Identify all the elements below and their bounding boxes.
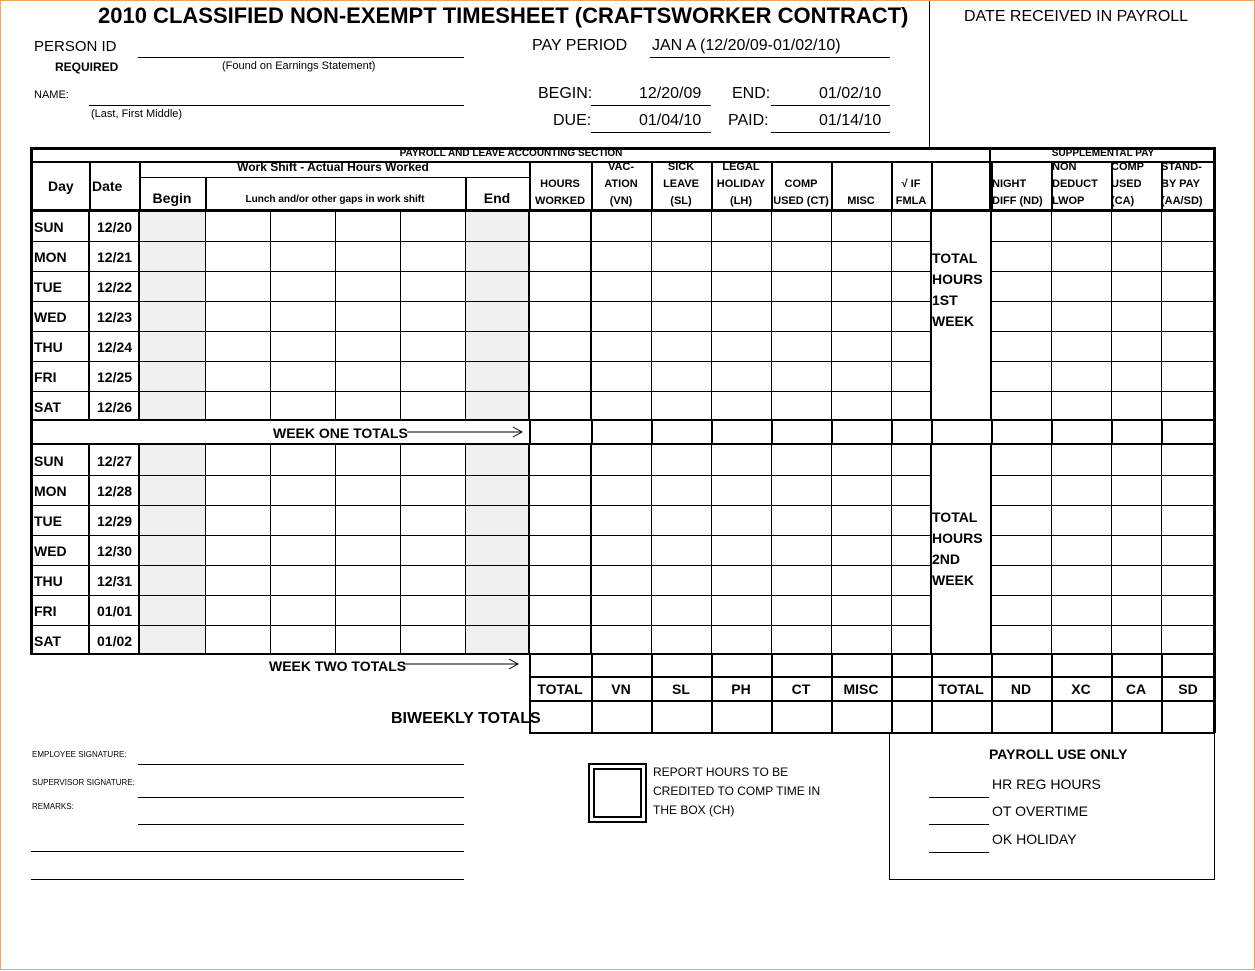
name-hint: (Last, First Middle) bbox=[91, 108, 183, 120]
week-one-totals-label: WEEK ONE TOTALS bbox=[273, 425, 408, 441]
date-label-w1-2: 12/22 bbox=[97, 279, 133, 295]
col-compused-line2: USED bbox=[1111, 178, 1142, 190]
col-comp-line1: COMP bbox=[784, 178, 818, 190]
col-vac-line3: (VN) bbox=[609, 195, 633, 207]
found-on-hint: (Found on Earnings Statement) bbox=[222, 60, 376, 72]
col-line-w2 bbox=[30, 445, 32, 653]
col-line-w2 bbox=[205, 445, 206, 653]
row-line-w1 bbox=[31, 271, 931, 272]
week-one-col bbox=[529, 419, 531, 445]
col-nondeduct-line1: NON bbox=[1052, 161, 1077, 173]
col-standby-line1: STAND- bbox=[1161, 161, 1202, 173]
total-hours-2-line4: WEEK bbox=[932, 572, 974, 588]
row-line-supp-w1 bbox=[991, 241, 1215, 242]
total-hours-1-line2: HOURS bbox=[932, 271, 983, 287]
col-legal-header bbox=[711, 159, 771, 210]
row-line-w1 bbox=[31, 361, 931, 362]
col-legal-line3: (LH) bbox=[730, 195, 752, 207]
col-line-w1 bbox=[771, 211, 772, 419]
end-label: END: bbox=[732, 85, 771, 102]
report-hours-line1: REPORT HOURS TO BE bbox=[653, 765, 789, 779]
col-line-w1 bbox=[711, 211, 712, 419]
col-line-w2 bbox=[138, 445, 140, 653]
row-line-supp-w1 bbox=[991, 331, 1215, 332]
person-id-label: PERSON ID bbox=[34, 38, 117, 55]
week-one-col bbox=[1111, 419, 1113, 445]
date-label-w2-4: 12/31 bbox=[97, 573, 133, 589]
row-line-w2 bbox=[31, 565, 931, 566]
end-shaded-col-2[interactable] bbox=[466, 445, 529, 653]
week-one-top bbox=[30, 419, 1216, 421]
row-line-w2 bbox=[31, 625, 931, 626]
total-col-right-w1 bbox=[990, 211, 992, 419]
paid-value: 01/14/10 bbox=[819, 112, 882, 129]
code-right-3: CA bbox=[1125, 681, 1147, 697]
col-line-w2 bbox=[711, 445, 712, 653]
day-label-w1-1: MON bbox=[34, 249, 67, 265]
col-line-w1 bbox=[270, 211, 271, 419]
page-title: 2010 CLASSIFIED NON-EXEMPT TIMESHEET (CRAFTSWORKER CONTRACT) bbox=[98, 3, 909, 28]
col-night-header bbox=[992, 176, 1050, 210]
end-shaded-col-1[interactable] bbox=[466, 211, 529, 419]
col-line-w1 bbox=[335, 211, 336, 419]
col-sick-header bbox=[651, 159, 711, 210]
col-line-w1 bbox=[88, 211, 90, 419]
day-label-w1-0: SUN bbox=[34, 219, 64, 235]
row-line-supp-w1 bbox=[991, 391, 1215, 392]
paid-label: PAID: bbox=[728, 112, 769, 129]
col-line-w2 bbox=[270, 445, 271, 653]
begin-shaded-col-2[interactable] bbox=[140, 445, 205, 653]
day-label-w1-5: FRI bbox=[34, 369, 57, 385]
col-sick-line2: LEAVE bbox=[663, 178, 699, 190]
ot-label: OT OVERTIME bbox=[992, 803, 1088, 819]
col-line-w1 bbox=[1161, 211, 1162, 419]
date-label-w2-2: 12/29 bbox=[97, 513, 133, 529]
total-hours-2-line3: 2ND bbox=[932, 551, 961, 567]
week-one-bottom bbox=[30, 443, 1216, 445]
week-one-col bbox=[931, 419, 933, 445]
pay-period-label: PAY PERIOD bbox=[532, 37, 628, 54]
due-value: 01/04/10 bbox=[639, 112, 702, 129]
date-label-w2-5: 01/01 bbox=[97, 603, 133, 619]
col-nondeduct-line3: LWOP bbox=[1052, 195, 1085, 207]
header-col-line bbox=[931, 161, 933, 211]
day-label-w2-3: WED bbox=[34, 543, 67, 559]
total-hours-week2-label bbox=[932, 507, 983, 591]
col-sick-line3: (SL) bbox=[670, 195, 692, 207]
col-standby-line2: BY PAY bbox=[1161, 178, 1200, 190]
total-hours-1-line3: 1ST bbox=[932, 292, 958, 308]
date-label-w2-3: 12/30 bbox=[97, 543, 133, 559]
date-label-w1-6: 12/26 bbox=[97, 399, 133, 415]
report-hours-line3: THE BOX (CH) bbox=[653, 803, 735, 817]
code-left-5: MISC bbox=[843, 681, 879, 697]
col-lunch-header: Lunch and/or other gaps in work shift bbox=[245, 194, 425, 205]
day-label-w2-4: THU bbox=[34, 573, 63, 589]
date-label-w1-0: 12/20 bbox=[97, 219, 133, 235]
col-date-header: Date bbox=[92, 178, 123, 194]
col-line-w2 bbox=[1161, 445, 1162, 653]
col-hours-header bbox=[529, 176, 591, 210]
date-label-w1-1: 12/21 bbox=[97, 249, 133, 265]
codes-bottom bbox=[529, 700, 1215, 702]
col-line-w2 bbox=[400, 445, 401, 653]
code-left-3: PH bbox=[731, 681, 751, 697]
date-label-w1-3: 12/23 bbox=[97, 309, 133, 325]
supervisor-signature-field[interactable] bbox=[138, 797, 464, 798]
col-end-header: End bbox=[483, 190, 511, 206]
col-line-w1 bbox=[590, 211, 592, 419]
col-line-w1 bbox=[465, 211, 466, 419]
day-label-w1-6: SAT bbox=[34, 399, 61, 415]
col-line-w2 bbox=[335, 445, 336, 653]
col-vac-line2: ATION bbox=[604, 178, 638, 190]
code-right-1: ND bbox=[1010, 681, 1032, 697]
hr-reg-label: HR REG HOURS bbox=[992, 776, 1101, 792]
code-right-0: TOTAL bbox=[938, 681, 984, 697]
col-line-w1 bbox=[651, 211, 652, 419]
row-line-supp-w1 bbox=[991, 271, 1215, 272]
day-label-w1-3: WED bbox=[34, 309, 67, 325]
hr-reg-field[interactable] bbox=[929, 797, 989, 798]
col-line-w1 bbox=[400, 211, 401, 419]
date-received-label: DATE RECEIVED IN PAYROLL bbox=[964, 8, 1189, 25]
date-label-w2-1: 12/28 bbox=[97, 483, 133, 499]
row-line-supp-w1 bbox=[991, 301, 1215, 302]
col-line-w1 bbox=[891, 211, 892, 419]
week-two-totals-label: WEEK TWO TOTALS bbox=[269, 658, 407, 674]
col-legal-line1: LEGAL bbox=[722, 161, 760, 173]
row-line-supp-w2 bbox=[991, 595, 1215, 596]
header-col-line bbox=[89, 161, 91, 211]
col-hours-line1: HOURS bbox=[540, 178, 580, 190]
week-one-col bbox=[651, 419, 653, 445]
col-line-w1 bbox=[138, 211, 140, 419]
day-label-w2-6: SAT bbox=[34, 633, 61, 649]
col-night-line1: NIGHT bbox=[992, 178, 1027, 190]
total-hours-1-line1: TOTAL bbox=[932, 250, 978, 266]
col-line-w1 bbox=[528, 211, 530, 419]
work-shift-title: Work Shift - Actual Hours Worked bbox=[237, 160, 429, 174]
col-fmla-header bbox=[891, 176, 931, 210]
code-left-2: SL bbox=[672, 681, 690, 697]
day-label-w2-1: MON bbox=[34, 483, 67, 499]
col-line-w2 bbox=[651, 445, 652, 653]
biweekly-totals-label: BIWEEKLY TOTALS bbox=[391, 710, 541, 727]
row-line-supp-w2 bbox=[991, 505, 1215, 506]
total-hours-2-line2: HOURS bbox=[932, 530, 983, 546]
date-label-w1-5: 12/25 bbox=[97, 369, 133, 385]
week-one-col bbox=[711, 419, 713, 445]
date-label-w1-4: 12/24 bbox=[97, 339, 133, 355]
report-hours-line2: CREDITED TO COMP TIME IN bbox=[653, 784, 821, 798]
col-legal-line2: HOLIDAY bbox=[716, 178, 766, 190]
col-hours-line2: WORKED bbox=[534, 195, 586, 207]
col-line-w2 bbox=[590, 445, 592, 653]
col-misc-header: MISC bbox=[847, 195, 875, 207]
col-compused-line3: (CA) bbox=[1111, 195, 1135, 207]
col-begin-header: Begin bbox=[152, 190, 192, 206]
employee-signature-field[interactable] bbox=[138, 764, 464, 765]
required-label: REQUIRED bbox=[55, 60, 119, 74]
row-line-w2 bbox=[31, 475, 931, 476]
total-hours-week1-label bbox=[932, 248, 983, 332]
week-one-arrow-icon bbox=[407, 425, 525, 439]
col-line-w1 bbox=[30, 211, 32, 419]
week-one-col bbox=[1051, 419, 1053, 445]
comp-time-box[interactable] bbox=[588, 763, 647, 823]
begin-label: BEGIN: bbox=[538, 85, 593, 102]
week-two-top bbox=[529, 653, 1215, 655]
row-line-w2 bbox=[31, 535, 931, 536]
code-left-1: VN bbox=[611, 681, 631, 697]
week-one-col bbox=[771, 419, 773, 445]
day-label-w1-4: THU bbox=[34, 339, 63, 355]
day-label-w2-0: SUN bbox=[34, 453, 64, 469]
col-line-w2 bbox=[891, 445, 892, 653]
work-shift-underline bbox=[139, 177, 529, 178]
total-col-right-w2 bbox=[990, 445, 992, 653]
row-line-w1 bbox=[31, 241, 931, 242]
week-two-top-left bbox=[30, 653, 530, 655]
row-line-supp-w2 bbox=[991, 535, 1215, 536]
week-one-col bbox=[591, 419, 593, 445]
col-line-w2 bbox=[1214, 445, 1216, 653]
row-line-supp-w1 bbox=[991, 361, 1215, 362]
comp-time-box-inner bbox=[593, 768, 642, 818]
ok-label: OK HOLIDAY bbox=[992, 831, 1077, 847]
date-label-w2-6: 01/02 bbox=[97, 633, 133, 649]
row-line-w2 bbox=[31, 595, 931, 596]
remarks-line-1[interactable] bbox=[138, 824, 464, 825]
col-vac-header bbox=[591, 159, 651, 210]
supplemental-pay-title: SUPPLEMENTAL PAY bbox=[1051, 148, 1155, 159]
col-line-w2 bbox=[771, 445, 772, 653]
ot-field[interactable] bbox=[929, 824, 989, 825]
week-one-col bbox=[991, 419, 993, 445]
col-line-w2 bbox=[1111, 445, 1112, 653]
col-comp-header bbox=[771, 176, 831, 210]
due-label: DUE: bbox=[553, 112, 592, 129]
code-left-4: CT bbox=[791, 681, 811, 697]
date-label-w2-0: 12/27 bbox=[97, 453, 133, 469]
remarks-label: REMARKS: bbox=[32, 802, 74, 811]
total-hours-2-line1: TOTAL bbox=[932, 509, 978, 525]
col-line-w1 bbox=[1051, 211, 1052, 419]
row-line-supp-w2 bbox=[991, 625, 1215, 626]
col-fmla-line1: √ IF bbox=[901, 178, 921, 190]
name-label: NAME: bbox=[34, 89, 69, 101]
week-one-col bbox=[891, 419, 893, 445]
remarks-line-2[interactable] bbox=[31, 851, 464, 852]
day-label-w1-2: TUE bbox=[34, 279, 62, 295]
ok-field[interactable] bbox=[929, 852, 989, 853]
supervisor-signature-label: SUPERVISOR SIGNATURE: bbox=[32, 778, 135, 787]
col-line-w2 bbox=[1051, 445, 1052, 653]
col-vac-line1: VAC- bbox=[607, 161, 635, 173]
begin-value: 12/20/09 bbox=[639, 85, 702, 102]
totals-col bbox=[891, 653, 893, 733]
row-line-w1 bbox=[31, 331, 931, 332]
col-night-line2: DIFF (ND) bbox=[992, 195, 1043, 207]
col-compused-header bbox=[1111, 159, 1159, 210]
col-line-w1 bbox=[205, 211, 206, 419]
col-nondeduct-line2: DEDUCT bbox=[1052, 178, 1098, 190]
col-nondeduct-header bbox=[1052, 159, 1110, 210]
report-hours-text bbox=[653, 763, 820, 820]
day-label-w2-2: TUE bbox=[34, 513, 62, 529]
row-line-w2 bbox=[31, 505, 931, 506]
code-right-4: SD bbox=[1178, 681, 1198, 697]
col-standby-header bbox=[1161, 159, 1215, 210]
row-line-w1 bbox=[31, 301, 931, 302]
col-fmla-line2: FMLA bbox=[895, 195, 927, 207]
col-line-w1 bbox=[831, 211, 832, 419]
row-line-supp-w2 bbox=[991, 475, 1215, 476]
col-sick-line1: SICK bbox=[667, 161, 695, 173]
code-left-0: TOTAL bbox=[537, 681, 583, 697]
col-standby-line3: (AA/SD) bbox=[1161, 195, 1203, 207]
total-hours-1-line4: WEEK bbox=[932, 313, 974, 329]
end-value: 01/02/10 bbox=[819, 85, 882, 102]
col-line-w2 bbox=[528, 445, 530, 653]
payroll-use-only-title: PAYROLL USE ONLY bbox=[989, 746, 1128, 762]
week-one-col bbox=[1161, 419, 1163, 445]
week-two-arrow-icon bbox=[403, 657, 521, 671]
pay-period-value: JAN A (12/20/09-01/02/10) bbox=[652, 37, 841, 54]
col-line-w1 bbox=[1214, 211, 1216, 419]
col-compused-line1: COMP bbox=[1111, 161, 1144, 173]
week-one-col bbox=[831, 419, 833, 445]
col-line-w2 bbox=[88, 445, 90, 653]
remarks-line-3[interactable] bbox=[31, 879, 464, 880]
col-day-header: Day bbox=[48, 178, 74, 194]
row-line-supp-w2 bbox=[991, 565, 1215, 566]
code-right-2: XC bbox=[1071, 681, 1091, 697]
codes-top bbox=[529, 676, 1215, 678]
col-line-w2 bbox=[831, 445, 832, 653]
day-label-w2-5: FRI bbox=[34, 603, 57, 619]
col-comp-line2: USED (CT) bbox=[773, 195, 829, 207]
payroll-section-title: PAYROLL AND LEAVE ACCOUNTING SECTION bbox=[399, 148, 623, 159]
col-line-w1 bbox=[1111, 211, 1112, 419]
col-line-w2 bbox=[465, 445, 466, 653]
begin-shaded-col-1[interactable] bbox=[140, 211, 205, 419]
employee-signature-label: EMPLOYEE SIGNATURE: bbox=[32, 750, 127, 759]
row-line-w1 bbox=[31, 391, 931, 392]
